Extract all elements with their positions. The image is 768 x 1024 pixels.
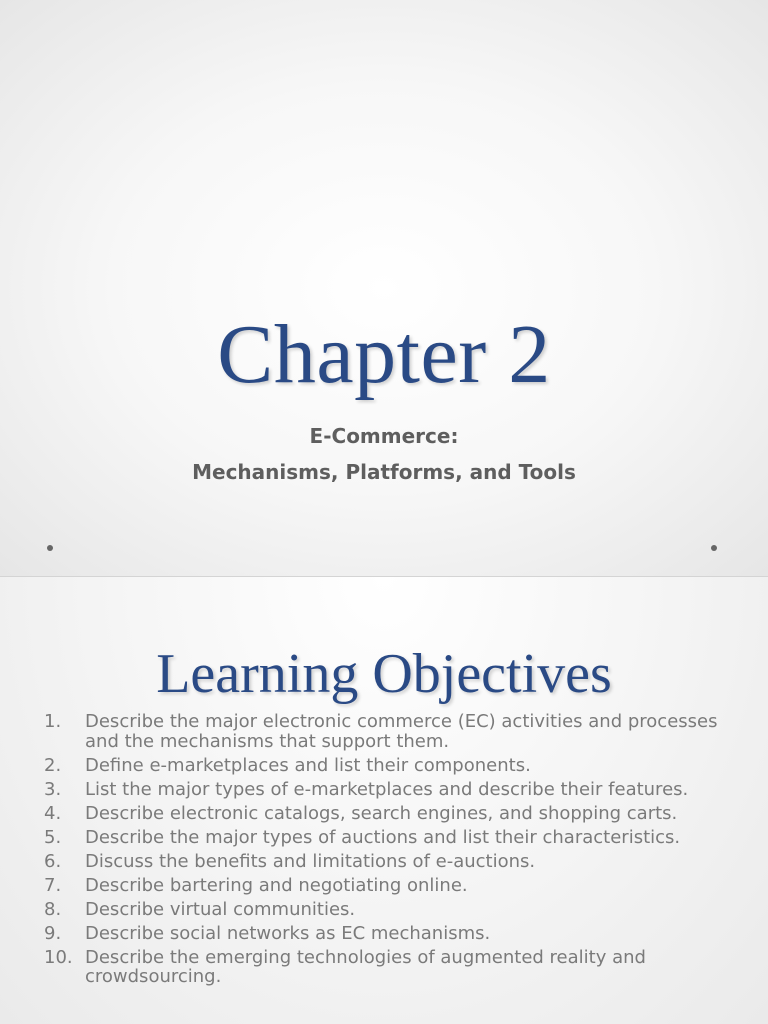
objective-number: 3. [44, 778, 62, 800]
objective-text: List the major types of e-marketplaces and describe their features. [85, 778, 689, 800]
objective-item [0, 756, 768, 776]
objective-number: 5. [44, 826, 62, 848]
objective-text: Describe bartering and negotiating online. [85, 874, 468, 896]
objective-text: Describe social networks as EC mechanisms. [85, 922, 491, 944]
objective-number: 1. [44, 711, 62, 732]
objective-item [0, 900, 768, 920]
objective-number: 6. [44, 850, 62, 872]
slide-subtitle-line2: Mechanisms, Platforms, and Tools [192, 460, 576, 484]
objective-text: Discuss the benefits and limitations of e-auctions. [85, 850, 536, 872]
slide-title: Chapter 2 [217, 308, 551, 401]
slide-subtitle-line1: E-Commerce: [309, 424, 459, 448]
bullet-dot-icon [711, 545, 717, 551]
objective-number: 7. [44, 874, 62, 896]
objective-text: Describe the major types of auctions and list their characteristics. [85, 826, 681, 848]
objectives-slide [0, 577, 768, 1024]
objective-number: 10. [44, 946, 73, 968]
objective-number: 4. [44, 802, 62, 824]
objective-text: Describe virtual communities. [85, 898, 356, 920]
objective-text: Describe electronic catalogs, search engines, and shopping carts. [85, 802, 678, 824]
objectives-title: Learning Objectives [156, 643, 612, 705]
objectives-list [0, 712, 768, 991]
objective-number: 9. [44, 922, 62, 944]
objective-item [0, 804, 768, 824]
objective-text: Define e-marketplaces and list their components. [85, 754, 531, 776]
objective-item [0, 712, 768, 751]
bullet-dot-icon [47, 545, 53, 551]
objective-text: Describe the major electronic commerce (EC) activities and processes and the mechanisms that support them. [85, 711, 718, 752]
objective-item [0, 876, 768, 896]
objective-item [0, 828, 768, 848]
objective-text: Describe the emerging technologies of augmented reality and crowdsourcing. [85, 946, 646, 987]
objective-item [0, 948, 768, 987]
objective-number: 8. [44, 898, 62, 920]
objective-number: 2. [44, 754, 62, 776]
objective-item [0, 852, 768, 872]
objective-item [0, 924, 768, 944]
objective-item [0, 780, 768, 800]
